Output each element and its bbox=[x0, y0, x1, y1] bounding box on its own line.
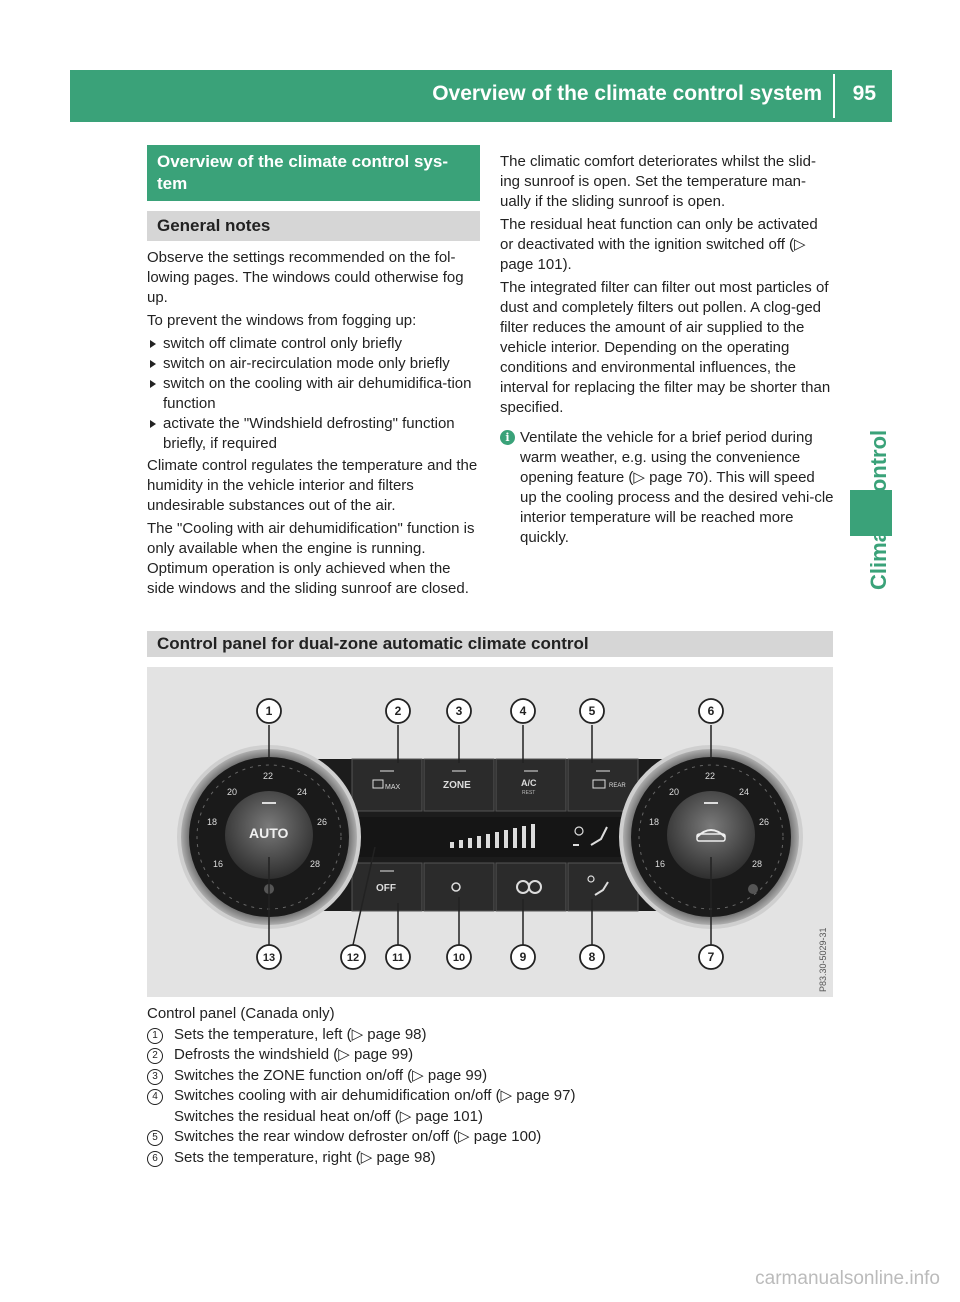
scale-label: 22 bbox=[705, 771, 716, 781]
caption-number: 5 bbox=[147, 1130, 163, 1146]
scale-label: 16 bbox=[655, 859, 666, 869]
paragraph: To prevent the windows from fogging up: bbox=[147, 312, 417, 329]
caption-item bbox=[147, 1066, 833, 1087]
info-note-text: Ventilate the vehicle for a brief period during warm weather, e.g. using the convenience opening feature (▷ page 70). This will speed up the cooling process and the desired vehi-cle interior temperature will be reached more quickly. bbox=[520, 429, 834, 546]
scale-label: 16 bbox=[213, 859, 224, 869]
caption-item bbox=[147, 1045, 833, 1066]
chapter-tab-marker bbox=[850, 490, 892, 536]
paragraph: The residual heat function can only be activated or deactivated with the ignition switched off (▷ page 101). bbox=[500, 216, 818, 273]
defrost-max-label: MAX bbox=[385, 784, 401, 791]
chapter-tab-label bbox=[858, 270, 900, 590]
callout-4: 4 bbox=[519, 704, 527, 718]
page-number: 95 bbox=[852, 82, 876, 105]
paragraph: The integrated filter can filter out most particles of dust and completely filters out pollen. A clog-ged filter reduces the amount of air supplied to the vehicle interior. Depending on the operating conditions and environmental influences, the interval for replacing the filter may be shorter than specified. bbox=[500, 279, 831, 416]
page-header bbox=[70, 70, 892, 122]
caption-text: Sets the temperature, left (▷ page 98) bbox=[174, 1025, 427, 1043]
caption-text: Switches the residual heat on/off (▷ page 101) bbox=[174, 1107, 483, 1125]
chapter-tab bbox=[850, 290, 892, 610]
callout-11: 11 bbox=[392, 952, 404, 964]
auto-label: AUTO bbox=[249, 825, 289, 841]
caption-item bbox=[147, 1127, 833, 1148]
callout-7: 7 bbox=[707, 950, 715, 964]
scale-label: 26 bbox=[317, 817, 328, 827]
callout-10: 10 bbox=[452, 952, 466, 964]
list-item: switch on the cooling with air dehumidifica-tion function bbox=[147, 374, 480, 414]
caption-text: Switches the ZONE function on/off (▷ page 99) bbox=[174, 1066, 488, 1084]
list-item: activate the "Windshield defrosting" function briefly, if required bbox=[147, 414, 480, 454]
scale-label: 20 bbox=[669, 787, 680, 797]
control-panel-title: Control panel for dual-zone automatic climate control bbox=[147, 631, 833, 657]
section-title: Overview of the climate control sys-tem bbox=[147, 145, 480, 201]
caption-text: Defrosts the windshield (▷ page 99) bbox=[174, 1046, 414, 1063]
caption-text: Switches cooling with air dehumidification on/off (▷ page 97) bbox=[174, 1087, 576, 1104]
scale-label: 26 bbox=[759, 817, 770, 827]
scale-label: 18 bbox=[207, 817, 218, 827]
header-title: Overview of the climate control system bbox=[432, 82, 822, 105]
caption-number: 4 bbox=[147, 1089, 163, 1105]
paragraph: The "Cooling with air dehumidification" function is only available when the engine is running. Optimum operation is only achieved when the side windows and the sliding sunroof are closed. bbox=[147, 520, 475, 597]
scale-label: 22 bbox=[263, 771, 274, 781]
caption-number: 3 bbox=[147, 1069, 163, 1085]
caption-item bbox=[147, 1086, 833, 1107]
callout-2: 2 bbox=[394, 704, 402, 718]
callout-8: 8 bbox=[588, 950, 596, 964]
caption-number: 1 bbox=[147, 1028, 163, 1044]
caption-number: 2 bbox=[147, 1048, 163, 1064]
scale-label: 28 bbox=[752, 859, 763, 869]
caption-text: Sets the temperature, right (▷ page 98) bbox=[174, 1148, 436, 1166]
scale-label: 18 bbox=[649, 817, 660, 827]
caption-item bbox=[147, 1025, 833, 1046]
callout-3: 3 bbox=[455, 704, 463, 718]
list-item: switch on air-recirculation mode only briefly bbox=[147, 354, 480, 374]
left-column bbox=[147, 145, 480, 602]
scale-label: 24 bbox=[739, 787, 750, 797]
callout-13: 13 bbox=[262, 952, 276, 964]
callout-9: 9 bbox=[519, 950, 527, 964]
scale-label: 24 bbox=[297, 787, 308, 797]
fan-increase-button[interactable] bbox=[496, 863, 566, 911]
control-panel-figure bbox=[147, 667, 833, 997]
bullet-list bbox=[147, 334, 480, 454]
ac-sub-label: REST bbox=[522, 790, 536, 796]
caption-text: Switches the rear window defroster on/off (▷ page 100) bbox=[174, 1128, 542, 1145]
figure-caption bbox=[147, 1004, 833, 1168]
zone-label: ZONE bbox=[443, 780, 471, 791]
list-item: switch off climate control only briefly bbox=[147, 334, 480, 354]
rear-label: REAR bbox=[609, 783, 626, 789]
figure-code: P83.30-5029-31 bbox=[818, 927, 828, 992]
callout-1: 1 bbox=[265, 704, 273, 718]
callout-6: 6 bbox=[707, 704, 715, 718]
footer-watermark: carmanualsonline.info bbox=[755, 1268, 940, 1289]
ac-label: A/C bbox=[521, 778, 537, 788]
right-sensor bbox=[748, 884, 758, 894]
paragraph: Observe the settings recommended on the fol-lowing pages. The windows could otherwise fog up. bbox=[147, 249, 464, 306]
control-panel-illustration bbox=[147, 667, 833, 997]
info-note bbox=[500, 428, 835, 548]
scale-label: 20 bbox=[227, 787, 238, 797]
caption-item bbox=[147, 1148, 833, 1169]
right-column bbox=[500, 152, 835, 548]
paragraph: Climate control regulates the temperature and the humidity in the vehicle interior and filters undesirable substances out of the air. bbox=[147, 457, 478, 514]
header-divider bbox=[833, 74, 835, 118]
caption-title: Control panel (Canada only) bbox=[147, 1005, 335, 1022]
caption-item-continued bbox=[147, 1107, 833, 1128]
callout-5: 5 bbox=[588, 704, 596, 718]
subsection-title: General notes bbox=[147, 211, 480, 241]
off-label: OFF bbox=[376, 883, 396, 894]
info-icon: i bbox=[500, 430, 515, 445]
callout-12: 12 bbox=[346, 952, 360, 964]
scale-label: 28 bbox=[310, 859, 321, 869]
paragraph: The climatic comfort deteriorates whilst the slid-ing sunroof is open. Set the temperature man-ually if the sliding sunroof is open. bbox=[500, 153, 816, 210]
top-callouts bbox=[257, 699, 723, 763]
caption-number: 6 bbox=[147, 1151, 163, 1167]
